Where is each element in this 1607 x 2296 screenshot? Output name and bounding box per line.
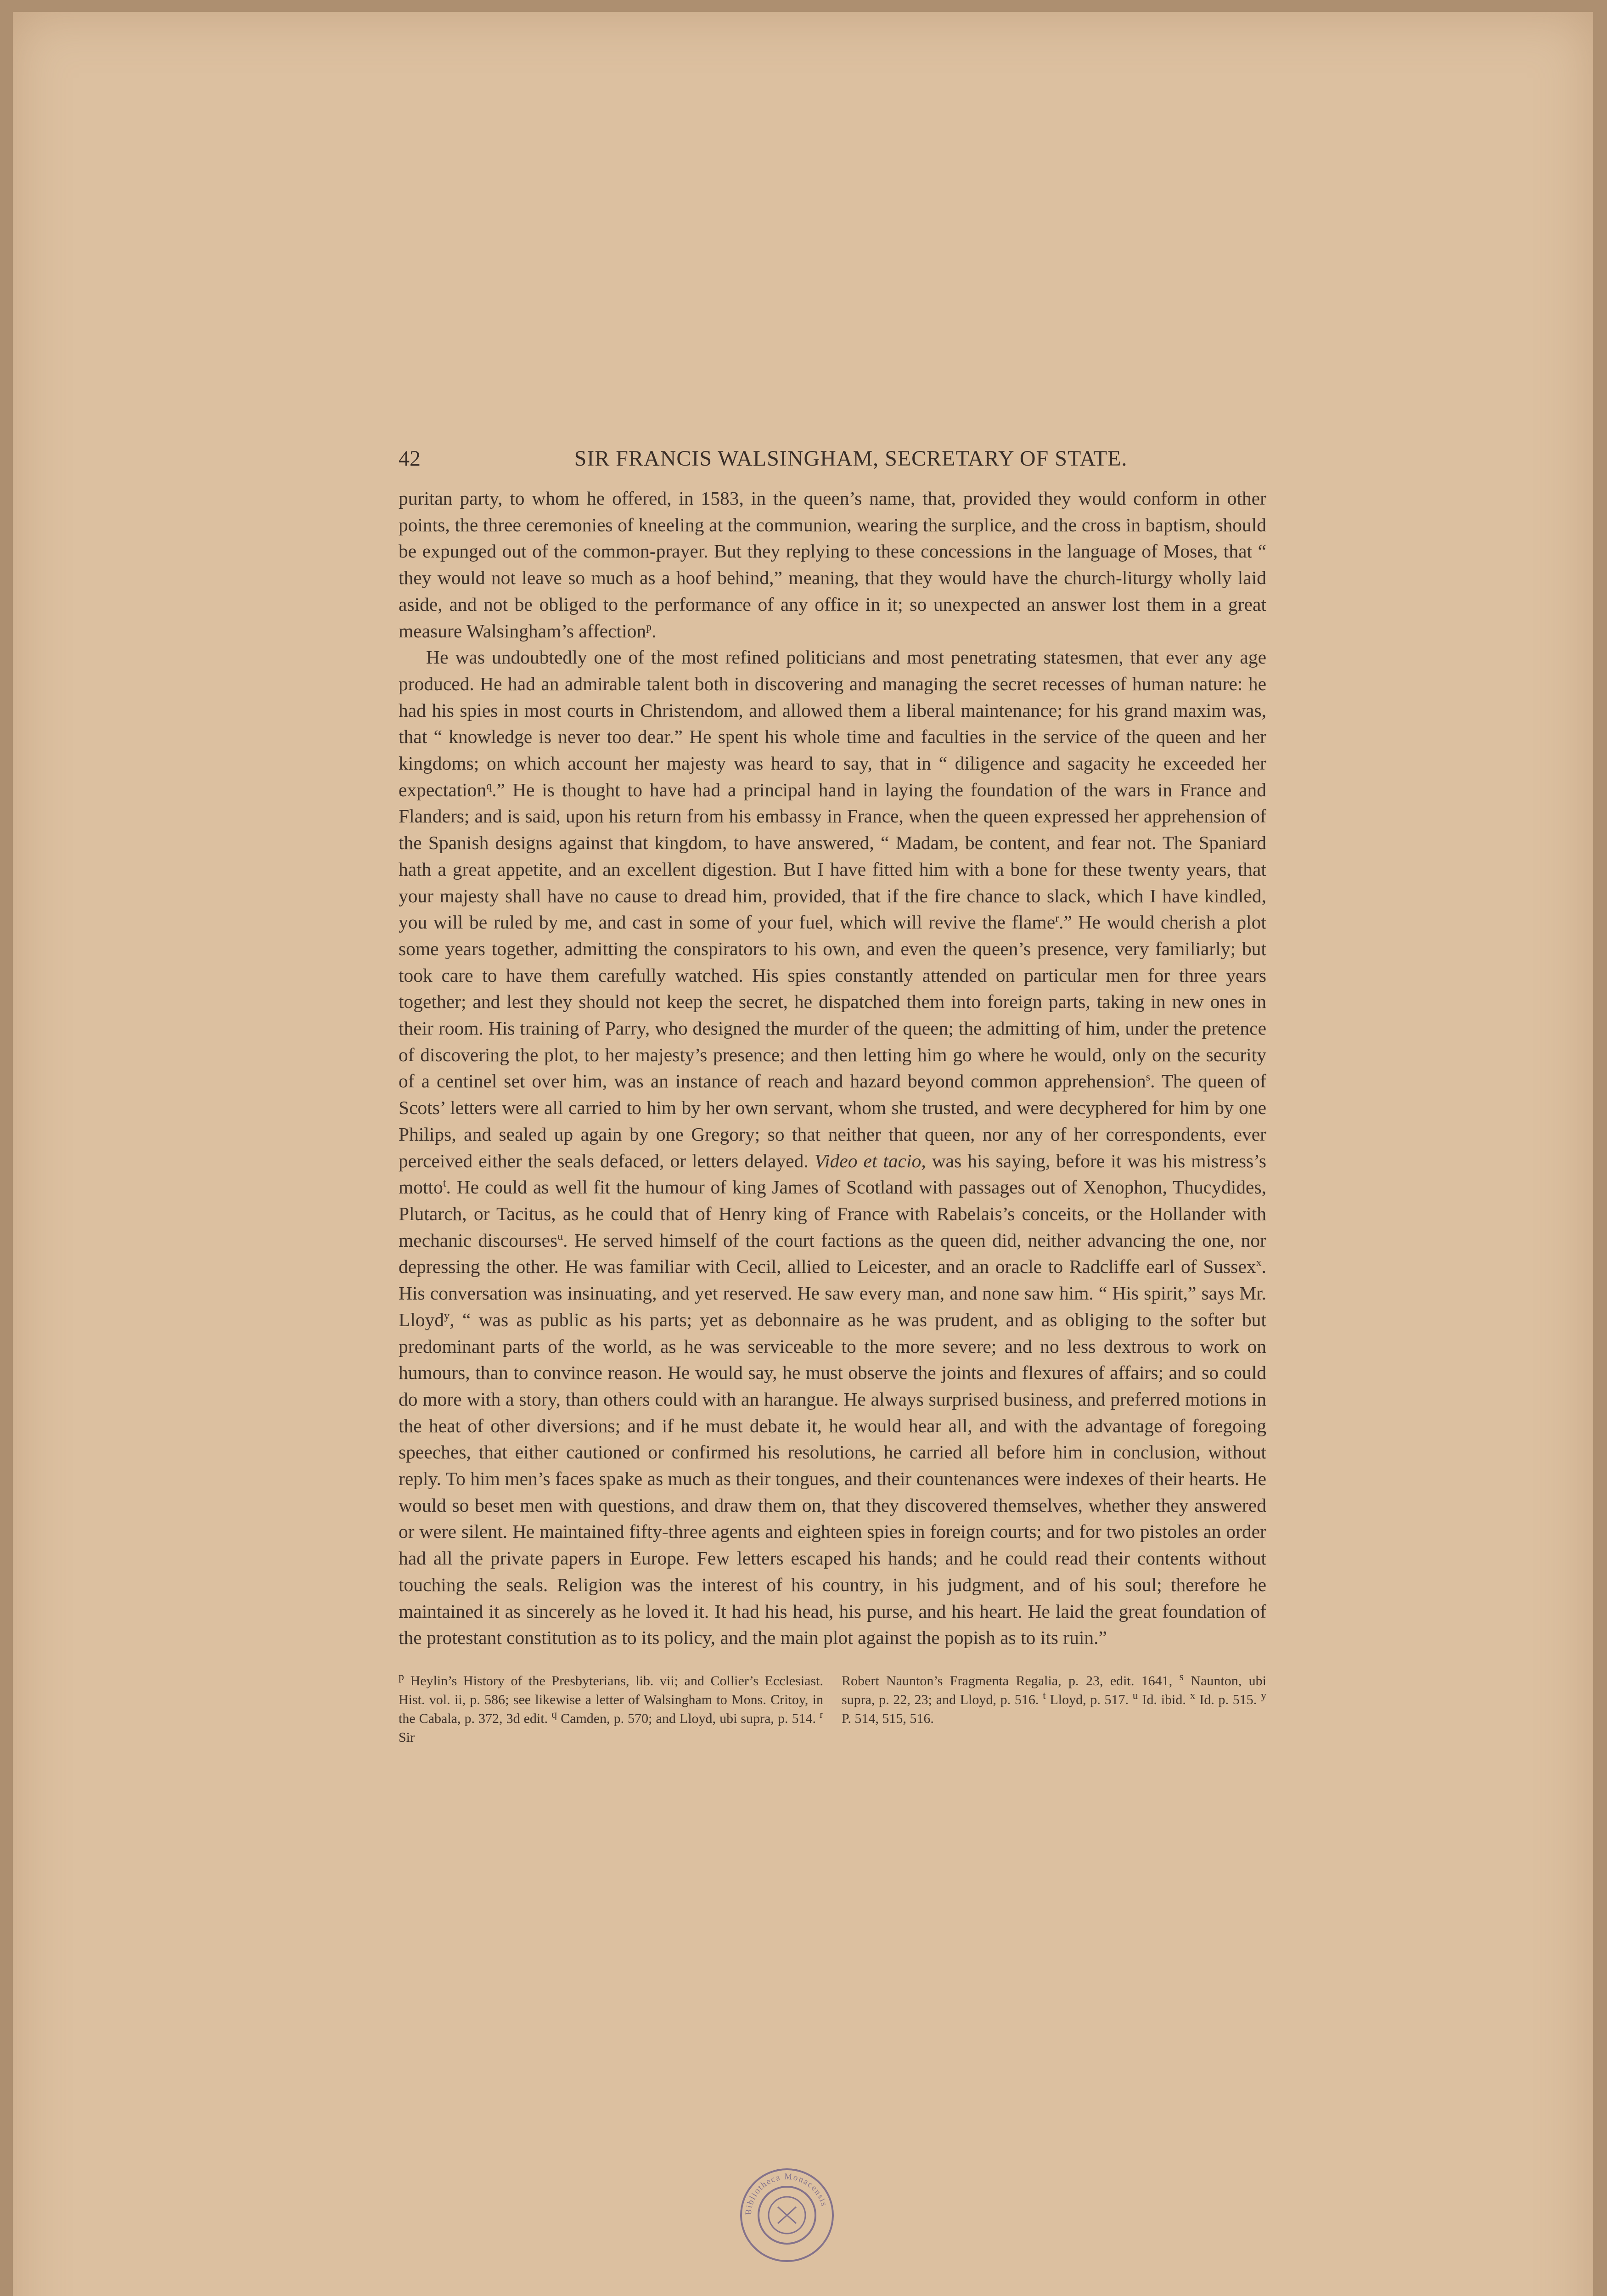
footnote-marker: q [486, 780, 492, 792]
text-run: Heylin’s History of the Presbyterians, lib. vii; and Collier’s Ecclesiast. Hist. vol. ii, p. 586; see likewise a letter of Walsingham to Mons. Critoy, in the Cabala, p. 372, 3d edit. [399, 1673, 823, 1726]
body-text [399, 485, 1266, 1651]
footnote-column-right [842, 1671, 1266, 1747]
text-run: . [652, 620, 657, 642]
running-header [399, 446, 1266, 473]
text-run: Robert Naunton’s Fragmenta Regalia, p. 23, edit. 1641, [842, 1673, 1180, 1688]
text-run: was his saying, before it was his mistress’s motto [399, 1150, 1267, 1198]
page-number: 42 [399, 446, 421, 471]
text-run: .” He is thought to have had a principal hand in laying the foundation of the wars in France and Flanders; and is said, upon his return from his embassy in France, when the queen expressed her apprehension of the Spanish designs against that kingdom, to have answered, “ Madam, be content, and fear not. The Spaniard hath a great appetite, and an excellent digestion. But I have fitted him with a bone for these twenty years, that your majesty shall have no cause to dread him, provided, that if the fire chance to slack, which I have kindled, you will be ruled by me, and cast in some of your fuel, which will revive the flame [399, 779, 1266, 933]
page-content [399, 446, 1266, 1747]
text-run: Lloyd, p. 517. [1045, 1692, 1133, 1707]
footnote-column-left [399, 1671, 823, 1747]
footnote-marker: p [399, 1671, 404, 1683]
text-run: puritan party, to whom he offered, in 1583, in the queen’s name, that, provided they would conform in other points, the three ceremonies of kneeling at the communion, wearing the surplice, and the cross in baptism, should be expunged out of the common-prayer. But they replying to these concessions in the language of Moses, that “ they would not leave so much as a hoof behind,” meaning, that they would have the church-liturgy wholly laid aside, and not be obliged to the performance of any office in it; so unexpected an answer lost them in a great measure Walsingham’s affection [399, 488, 1266, 642]
footnote-marker: s [1146, 1071, 1151, 1084]
footnote-marker: y [444, 1310, 450, 1322]
text-run: Id. ibid. [1138, 1692, 1190, 1707]
text-run: P. 514, 515, 516. [842, 1711, 934, 1726]
text-run: He was undoubtedly one of the most refined politicians and most penetrating statesmen, that ever any age produced. He had an admirable talent both in discovering and managing the secret recesses of human nature: he had his spies in most courts in Christendom, and allowed them a liberal maintenance; for his grand maxim was, that “ knowledge is never too dear.” He spent his whole time and faculties in the service of the queen and her kingdoms; on which account her majesty was heard to say, that in “ diligence and sagacity he exceeded her expectation [399, 647, 1266, 800]
footnote-marker: q [551, 1708, 557, 1721]
text-run: . His conversation was insinuating, and yet reserved. He saw every man, and none saw him. “ His spirit,” says Mr. Lloyd [399, 1256, 1266, 1330]
paragraph [399, 485, 1266, 644]
svg-text:Bibliotheca Monacensis [744, 2172, 829, 2216]
paragraph [399, 644, 1266, 1651]
text-run: Id. p. 515. [1195, 1692, 1261, 1707]
text-run: , “ was as public as his parts; yet as debonnaire as he was prudent, and as obliging to the softer but predominant parts of the world, as he was serviceable to the more severe; and no less dextrous to work on humours, than to convince reason. He would say, he must observe the joints and flexures of affairs; and so could do more with a story, than others could with an harangue. He always surprised business, and preferred motions in the heat of other diversions; and if he must debate it, he would hear all, and with the advantage of foregoing speeches, that either cautioned or confirmed his resolutions, he carried all before him in conclusion, without reply. To him men’s faces spake as much as their tongues, and their countenances were indexes of their hearts. He would so beset men with questions, and draw them on, that they discovered themselves, whether they answered or were silent. He maintained fifty-three agents and eighteen spies in foreign courts; and for two pistoles an order had all the private papers in Europe. Few letters escaped his hands; and he could read their contents without touching the seals. Religion was the interest of his country, in his judgment, and of his soul; therefore he maintained it as sincerely as he loved it. It had his head, his purse, and his heart. He laid the great foundation of the protestant constitution as to its policy, and the main plot against the popish as to its ruin.” [399, 1309, 1266, 1649]
footnotes [399, 1671, 1266, 1747]
text-run: .” He would cherish a plot some years together, admitting the conspirators to his own, and even the queen’s presence, very familiarly; but took care to have them carefully watched. His spies constantly attended on particular men for three years together; and lest they should not keep the secret, he dispatched them into foreign parts, taking in new ones in their room. His training of Parry, who designed the murder of the queen; the admitting of him, under the pretence of discovering the plot, to her majesty’s presence; and then letting him go where he would, only on the security of a centinel set over him, was an instance of reach and hazard beyond common apprehension [399, 912, 1266, 1092]
stamp-text: Bibliotheca Monacensis [743, 2172, 829, 2216]
book-page [13, 12, 1593, 2296]
footnote-marker: t [1043, 1689, 1046, 1702]
text-run: . The queen of Scots’ letters were all carried to him by her own servant, whom she trusted, and were decyphered for him by one Philips, and sealed up again by one Gregory; so that neither that queen, nor any of her correspondents, ever perceived either the seals defaced, or letters delayed. [399, 1070, 1266, 1171]
running-title: SIR FRANCIS WALSINGHAM, SECRETARY OF STATE. [574, 446, 1128, 471]
text-run: Sir [399, 1729, 415, 1745]
footnote-marker: r [1055, 912, 1059, 925]
footnote-marker: r [820, 1708, 823, 1721]
text-run: Camden, p. 570; and Lloyd, ubi supra, p. 514. [557, 1711, 820, 1726]
text-run: . He could as well fit the humour of king James of Scotland with passages out of Xenophon, Thucydides, Plutarch, or Tacitus, as he could that of Henry king of France with Rabelais’s conceits, or the Hollander with mechanic discourses [399, 1176, 1266, 1251]
footnote-marker: u [557, 1230, 563, 1243]
text-run: . He served himself of the court factions as the queen did, neither advancing the one, nor depressing the other. He was familiar with Cecil, allied to Leicester, and an oracle to Radcliffe earl of Sussex [399, 1229, 1266, 1277]
text-run: Naunton, ubi supra, p. 22, 23; and Lloyd, p. 516. [842, 1673, 1266, 1707]
footnote-marker: x [1190, 1689, 1196, 1702]
footnote-marker: u [1132, 1689, 1138, 1702]
footnote-marker: s [1179, 1671, 1184, 1683]
footnote-marker: p [646, 621, 652, 633]
footnote-marker: x [1256, 1257, 1262, 1269]
library-stamp [737, 2166, 837, 2265]
footnote-marker: t [443, 1177, 446, 1190]
footnote-marker: y [1260, 1689, 1266, 1702]
italic-text: Video et tacio, [814, 1150, 926, 1171]
